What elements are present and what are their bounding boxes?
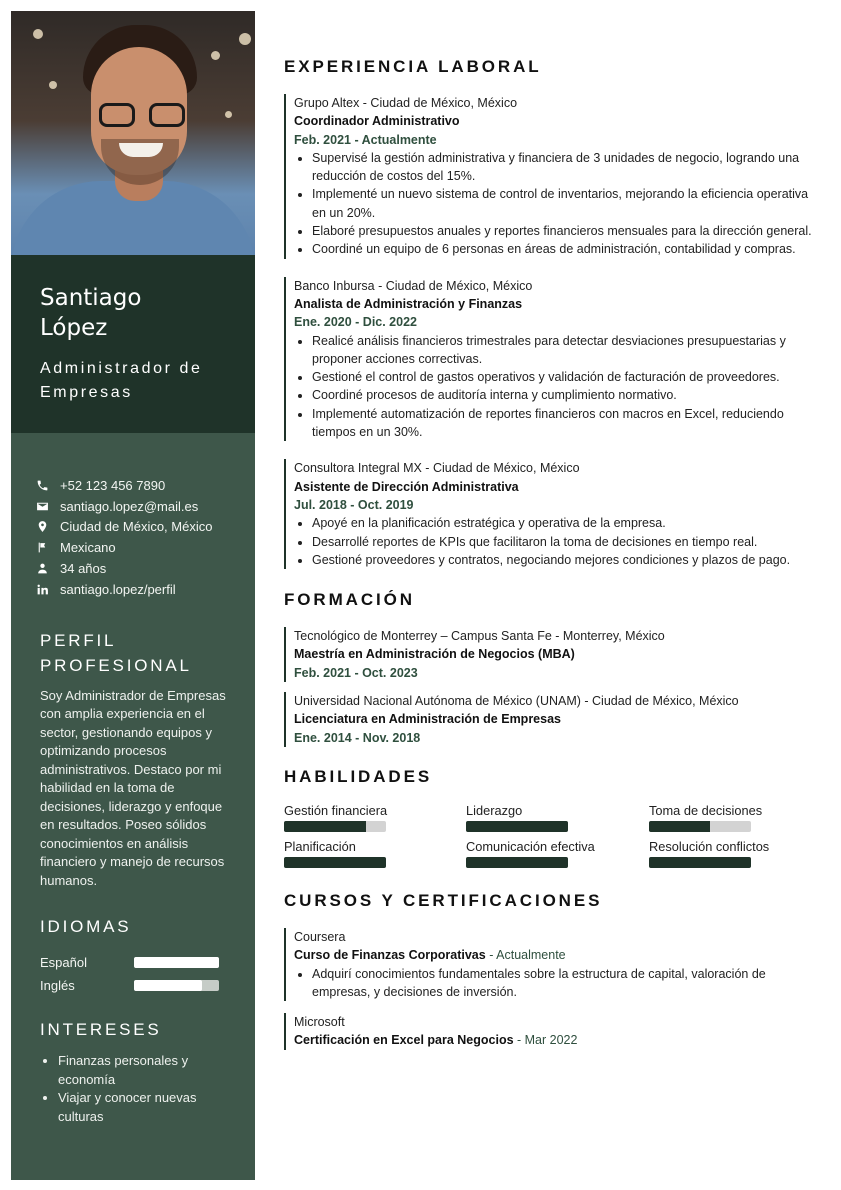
experience-date: Jul. 2018 - Oct. 2019 <box>294 497 414 512</box>
contact-linkedin-text[interactable]: santiago.lopez/perfil <box>60 581 176 597</box>
language-level-fill <box>134 957 219 968</box>
experience-bullet: • Elaboré presupuestos anuales y reportes financieros mensuales para la dirección general. <box>312 222 814 240</box>
language-level-bar <box>134 980 219 991</box>
skill-label: Planificación <box>284 838 356 854</box>
skill-label: Gestión financiera <box>284 802 388 818</box>
education-entry <box>284 627 814 682</box>
skill-level-fill <box>466 857 568 868</box>
person-name <box>40 283 255 343</box>
education-date: Feb. 2021 - Oct. 2023 <box>294 665 418 680</box>
course-title: Certificación en Excel para Negocios - Mar 2022 <box>294 1033 578 1048</box>
skill-label: Liderazgo <box>466 802 523 818</box>
contact-age-text: 34 años <box>60 561 107 577</box>
name-line-2: López <box>40 315 108 341</box>
skill-label: Resolución conflictos <box>649 838 770 854</box>
skill-label: Toma de decisiones <box>649 802 763 818</box>
skill-level-bar <box>284 821 386 832</box>
experience-bullet: • Coordiné procesos de auditoría interna y cumplimiento normativo. <box>312 386 814 404</box>
experience-bullet: • Realicé análisis financieros trimestrales para detectar desviaciones presupuestarias y proponer acciones correctivas. <box>312 332 814 369</box>
skill-level-bar <box>466 821 568 832</box>
experience-org: Consultora Integral MX - Ciudad de México, México <box>294 461 580 476</box>
interest-item: • Viajar y conocer nuevas culturas <box>58 1089 225 1126</box>
linkedin-icon <box>35 582 49 596</box>
contact-email-text[interactable]: santiago.lopez@mail.es <box>60 498 199 514</box>
skill-item <box>284 802 466 832</box>
course-date: Actualmente <box>496 948 566 963</box>
skill-item <box>649 838 814 868</box>
experience-bullets <box>294 514 814 569</box>
contact-nationality <box>35 537 255 558</box>
language-label: Español <box>40 955 87 971</box>
sidebar <box>11 11 255 1180</box>
job-title-line-1: Administrador de <box>40 360 203 377</box>
course-bullets <box>294 965 814 1002</box>
profile-heading <box>11 628 255 678</box>
person-icon <box>35 562 49 576</box>
contact-location <box>35 517 255 538</box>
course-date: Mar 2022 <box>524 1033 578 1048</box>
skills-heading: HABILIDADES <box>284 766 433 786</box>
experience-role: Coordinador Administrativo <box>294 114 460 129</box>
course-bullet: • Adquirí conocimientos fundamentales sobre la estructura de capital, valoración de empresas, y decisiones de inversión. <box>312 965 814 1002</box>
skill-item <box>284 838 466 868</box>
skill-level-fill <box>466 821 568 832</box>
experience-role: Analista de Administración y Finanzas <box>294 296 523 311</box>
contact-email[interactable] <box>35 496 255 517</box>
education-degree: Maestría en Administración de Negocios (MBA) <box>294 647 575 662</box>
languages-heading: IDIOMAS <box>40 917 132 937</box>
experience-bullets <box>294 332 814 442</box>
contact-location-text: Ciudad de México, México <box>60 519 213 535</box>
profile-photo <box>11 11 255 255</box>
experience-date: Feb. 2021 - Actualmente <box>294 132 437 147</box>
experience-bullet: • Desarrollé reportes de KPIs que facilitaron la toma de decisiones en tiempo real. <box>312 533 814 551</box>
skill-level-bar <box>649 857 751 868</box>
contact-nationality-text: Mexicano <box>60 540 116 556</box>
contact-phone <box>35 475 255 496</box>
skill-level-fill <box>649 821 710 832</box>
language-item <box>40 974 255 997</box>
name-line-1: Santiago <box>40 285 142 311</box>
contact-list <box>11 433 255 600</box>
skill-item <box>466 838 649 868</box>
experience-org: Grupo Altex - Ciudad de México, México <box>294 96 518 110</box>
job-title-line-2: Empresas <box>40 384 133 401</box>
course-name: Curso de Finanzas Corporativas <box>294 948 486 963</box>
flag-icon <box>35 541 49 555</box>
education-degree: Licenciatura en Administración de Empresas <box>294 712 561 727</box>
experience-bullets <box>294 149 814 259</box>
experience-bullet: • Gestioné proveedores y contratos, negociando mejores condiciones y plazos de pago. <box>312 551 814 569</box>
course-provider: Microsoft <box>294 1015 345 1030</box>
education-org: Tecnológico de Monterrey – Campus Santa Fe - Monterrey, México <box>294 629 665 644</box>
contact-phone-text: +52 123 456 7890 <box>60 477 166 493</box>
location-icon <box>35 520 49 534</box>
skill-level-fill <box>284 857 386 868</box>
experience-bullet: • Implementé un nuevo sistema de control de inventarios, mejorando la eficiencia operativa en un 20%. <box>312 185 814 222</box>
interests-heading: INTERESES <box>40 1020 162 1040</box>
profile-heading-line-1: PERFIL <box>40 630 117 650</box>
email-icon <box>35 499 49 513</box>
skill-item <box>649 802 814 832</box>
main-content <box>284 55 814 1050</box>
experience-bullet: • Coordiné un equipo de 6 personas en áreas de administración, contabilidad y compras. <box>312 240 814 258</box>
skill-level-fill <box>649 857 751 868</box>
job-title <box>40 357 255 405</box>
skill-level-bar <box>649 821 751 832</box>
courses-heading: CURSOS Y CERTIFICACIONES <box>284 890 603 910</box>
course-name: Certificación en Excel para Negocios <box>294 1033 514 1048</box>
experience-entry <box>284 277 814 442</box>
experience-entry <box>284 94 814 259</box>
profile-summary: Soy Administrador de Empresas con amplia experiencia en el sector, gestionando equipos y optimizando procesos administrativos. Destaco por mi habilidad en la toma de decisiones, liderazgo y enfoque en resultados. Poseo sólidos conocimientos en análisis financiero y manejo de recursos humanos. <box>40 687 226 888</box>
experience-org: Banco Inbursa - Ciudad de México, México <box>294 278 533 293</box>
course-entry <box>284 1013 814 1050</box>
experience-bullet: • Apoyé en la planificación estratégica y operativa de la empresa. <box>312 514 814 532</box>
phone-icon <box>35 478 49 492</box>
course-title: Curso de Finanzas Corporativas - Actualmente <box>294 948 566 963</box>
experience-bullet: • Gestioné el control de gastos operativos y validación de facturación de proveedores. <box>312 368 814 386</box>
education-heading: FORMACIÓN <box>284 590 415 610</box>
language-level-bar <box>134 957 219 968</box>
experience-entry <box>284 459 814 569</box>
language-label: Inglés <box>40 978 75 994</box>
interest-item: • Finanzas personales y economía <box>58 1052 225 1089</box>
course-entry <box>284 928 814 1001</box>
skill-item <box>466 802 649 832</box>
experience-date: Ene. 2020 - Dic. 2022 <box>294 315 417 330</box>
interests-list <box>11 1042 255 1126</box>
course-provider: Coursera <box>294 929 346 944</box>
education-entry <box>284 692 814 747</box>
experience-heading: EXPERIENCIA LABORAL <box>284 57 542 76</box>
language-level-fill <box>134 980 202 991</box>
experience-role: Asistente de Dirección Administrativa <box>294 479 519 494</box>
education-org: Universidad Nacional Autónoma de México (UNAM) - Ciudad de México, México <box>294 694 739 709</box>
profile-heading-line-2: PROFESIONAL <box>40 655 192 675</box>
languages-list <box>11 939 255 997</box>
skill-level-fill <box>284 821 366 832</box>
skill-level-bar <box>284 857 386 868</box>
education-date: Ene. 2014 - Nov. 2018 <box>294 730 421 745</box>
contact-age <box>35 558 255 579</box>
language-item <box>40 951 255 974</box>
experience-bullet: • Implementé automatización de reportes financieros con macros en Excel, reduciendo tiempos en un 30%. <box>312 405 814 442</box>
skill-level-bar <box>466 857 568 868</box>
skills-grid <box>284 802 814 868</box>
name-block <box>11 255 255 433</box>
contact-linkedin[interactable] <box>35 579 255 600</box>
experience-bullet: • Supervisé la gestión administrativa y financiera de 3 unidades de negocio, logrando una reducción de costos del 15%. <box>312 149 814 186</box>
skill-label: Comunicación efectiva <box>466 838 595 854</box>
